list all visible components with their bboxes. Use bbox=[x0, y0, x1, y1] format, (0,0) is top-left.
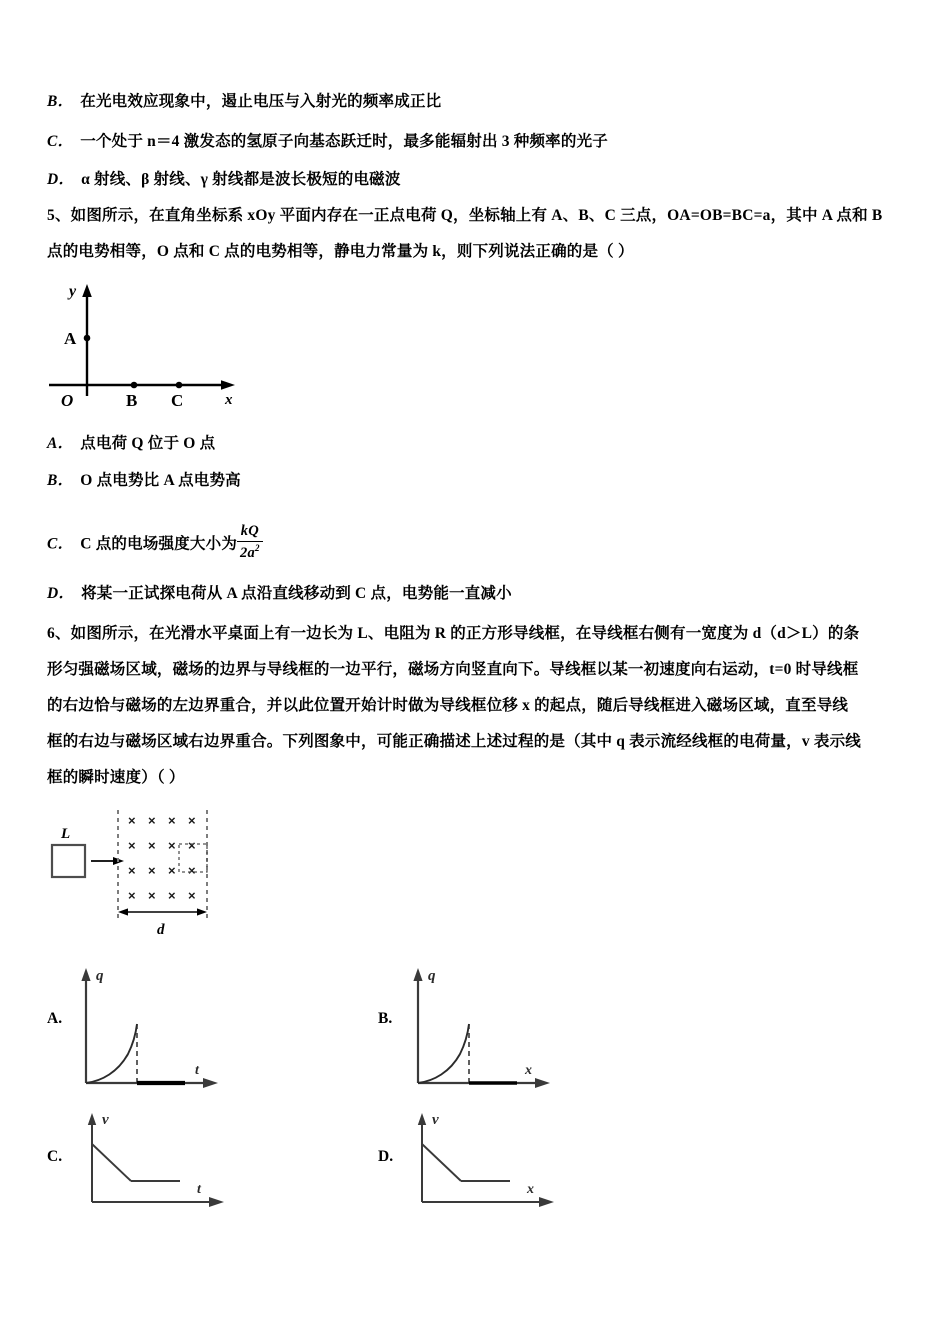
formula-numerator: kQ bbox=[237, 523, 263, 542]
q4-option-d-text: α 射线、β 射线、γ 射线都是波长极短的电磁波 bbox=[81, 171, 401, 188]
graph-b-x-arrow bbox=[535, 1078, 550, 1088]
q5-stem-line-1: 5、如图所示，在直角坐标系 xOy 平面内存在一正点电荷 Q，坐标轴上有 A、B、C 三点，OA=OB=BC=a，其中 A 点和 B bbox=[47, 207, 883, 224]
q5-option-d bbox=[47, 585, 512, 604]
point-C-dot bbox=[176, 382, 183, 389]
q5-option-d-text: 将某一正试探电荷从 A 点沿直线移动到 C 点，电势能一直减小 bbox=[81, 585, 512, 602]
graph-d-label: D. bbox=[378, 1148, 394, 1165]
graph-b-x-label: x bbox=[525, 1063, 532, 1078]
graph-d-x-label: x bbox=[527, 1182, 534, 1197]
svg-text:×: × bbox=[168, 863, 176, 878]
q5-option-c bbox=[47, 525, 263, 565]
svg-text:×: × bbox=[168, 888, 176, 903]
q4-option-b bbox=[47, 93, 441, 112]
svg-text:×: × bbox=[128, 838, 136, 853]
width-arrow-right bbox=[197, 908, 207, 915]
graph-b-y-arrow bbox=[413, 968, 422, 981]
svg-text:×: × bbox=[128, 888, 136, 903]
point-B-dot bbox=[131, 382, 138, 389]
origin-label: O bbox=[61, 391, 74, 410]
q6-stem-line-1: 6、如图所示，在光滑水平桌面上有一边长为 L、电阻为 R 的正方形导线框，在导线框右侧有一宽度为 d（d＞L）的条 bbox=[47, 625, 860, 642]
field-crosses bbox=[128, 813, 196, 903]
q4-option-c-label: C． bbox=[47, 133, 74, 150]
q5-option-a-label: A． bbox=[47, 435, 74, 452]
q6-graph-d bbox=[414, 1110, 574, 1225]
q5-option-a bbox=[47, 435, 215, 454]
wire-loop bbox=[52, 845, 85, 877]
loop-label-L: L bbox=[61, 826, 71, 842]
graph-c-x-label: t bbox=[197, 1182, 201, 1197]
q6-stem-line-3: 的右边恰与磁场的左边界重合，并以此位置开始计时做为导线框位移 x 的起点，随后导线框进入磁场区域，直至导线 bbox=[47, 697, 849, 714]
graph-d-x-arrow bbox=[539, 1197, 554, 1207]
formula-denominator: $2a^2$ bbox=[240, 543, 260, 562]
svg-text:×: × bbox=[128, 813, 136, 828]
svg-text:×: × bbox=[148, 813, 156, 828]
x-axis-label: x bbox=[225, 392, 233, 408]
q5-option-b-text: O 点电势比 A 点电势高 bbox=[80, 472, 241, 489]
svg-text:×: × bbox=[188, 863, 196, 878]
y-axis-label: y bbox=[69, 283, 77, 300]
graph-c-label: C. bbox=[47, 1148, 63, 1165]
q5-option-c-formula bbox=[237, 523, 263, 563]
q4-option-d bbox=[47, 171, 401, 190]
svg-text:×: × bbox=[148, 888, 156, 903]
q5-option-c-label: C． bbox=[47, 535, 74, 553]
svg-text:×: × bbox=[148, 838, 156, 853]
q5-option-b-label: B． bbox=[47, 472, 74, 489]
svg-text:×: × bbox=[168, 813, 176, 828]
graph-a-y-label: q bbox=[96, 968, 104, 984]
q4-option-b-text: 在光电效应现象中，遏止电压与入射光的频率成正比 bbox=[80, 93, 442, 110]
q4-option-b-label: B． bbox=[47, 93, 74, 110]
graph-c-y-label: v bbox=[102, 1112, 109, 1128]
svg-text:×: × bbox=[188, 813, 196, 828]
svg-text:×: × bbox=[168, 838, 176, 853]
svg-text:×: × bbox=[128, 863, 136, 878]
graph-d-y-arrow bbox=[418, 1113, 426, 1125]
q5-option-b bbox=[47, 472, 241, 491]
graph-d-y-label: v bbox=[432, 1112, 439, 1128]
point-B-label: B bbox=[126, 391, 138, 410]
graph-a-x-label: t bbox=[195, 1063, 199, 1078]
graph-a-label: A. bbox=[47, 1010, 63, 1027]
q6-stem-line-5: 框的瞬时速度）（ ） bbox=[47, 769, 185, 786]
q4-option-c-text: 一个处于 n＝4 激发态的氢原子向基态跃迁时，最多能辐射出 3 种频率的光子 bbox=[80, 133, 608, 150]
q6-graph-b bbox=[410, 962, 570, 1092]
graph-c-x-arrow bbox=[209, 1197, 224, 1207]
graph-b-y-label: q bbox=[428, 968, 436, 984]
width-label-d: d bbox=[157, 922, 165, 938]
point-C-label: C bbox=[171, 391, 184, 410]
graph-b-label: B. bbox=[378, 1010, 393, 1027]
q6-stem-line-2: 形匀强磁场区域，磁场的边界与导线框的一边平行，磁场方向竖直向下。导线框以某一初速度向右运动，t=0 时导线框 bbox=[47, 661, 859, 678]
point-A-label: A bbox=[64, 329, 77, 348]
q4-option-d-label: D． bbox=[47, 171, 75, 188]
graph-b-curve bbox=[418, 1024, 469, 1083]
q5-option-d-label: D． bbox=[47, 585, 75, 602]
graph-c-decreasing-line bbox=[92, 1144, 131, 1181]
graph-a-curve bbox=[86, 1024, 137, 1083]
svg-text:×: × bbox=[188, 888, 196, 903]
q4-option-c bbox=[47, 133, 608, 152]
q6-stem-line-4: 框的右边与磁场区域右边界重合。下列图象中，可能正确描述上述过程的是（其中 q 表示流经线框的电荷量，v 表示线 bbox=[47, 733, 861, 750]
graph-c-y-arrow bbox=[88, 1113, 96, 1125]
svg-text:×: × bbox=[188, 838, 196, 853]
q6-graph-c bbox=[84, 1110, 244, 1225]
q5-figure bbox=[47, 278, 257, 410]
formula-exponent: 2 bbox=[254, 543, 260, 554]
graph-d-decreasing-line bbox=[422, 1144, 461, 1181]
graph-a-y-arrow bbox=[81, 968, 90, 981]
q5-option-a-text: 点电荷 Q 位于 O 点 bbox=[80, 435, 216, 452]
q5-stem-line-2: 点的电势相等，O 点和 C 点的电势相等，静电力常量为 k，则下列说法正确的是（ ） bbox=[47, 243, 634, 260]
q6-graph-a bbox=[78, 962, 238, 1092]
svg-text:×: × bbox=[148, 863, 156, 878]
width-arrow-left bbox=[118, 908, 128, 915]
q6-figure bbox=[44, 808, 274, 938]
y-axis-arrow bbox=[82, 284, 92, 297]
q5-option-c-text: C 点的电场强度大小为 bbox=[80, 535, 238, 553]
point-A-dot bbox=[84, 335, 91, 342]
graph-a-x-arrow bbox=[203, 1078, 218, 1088]
x-axis-arrow bbox=[221, 380, 235, 390]
